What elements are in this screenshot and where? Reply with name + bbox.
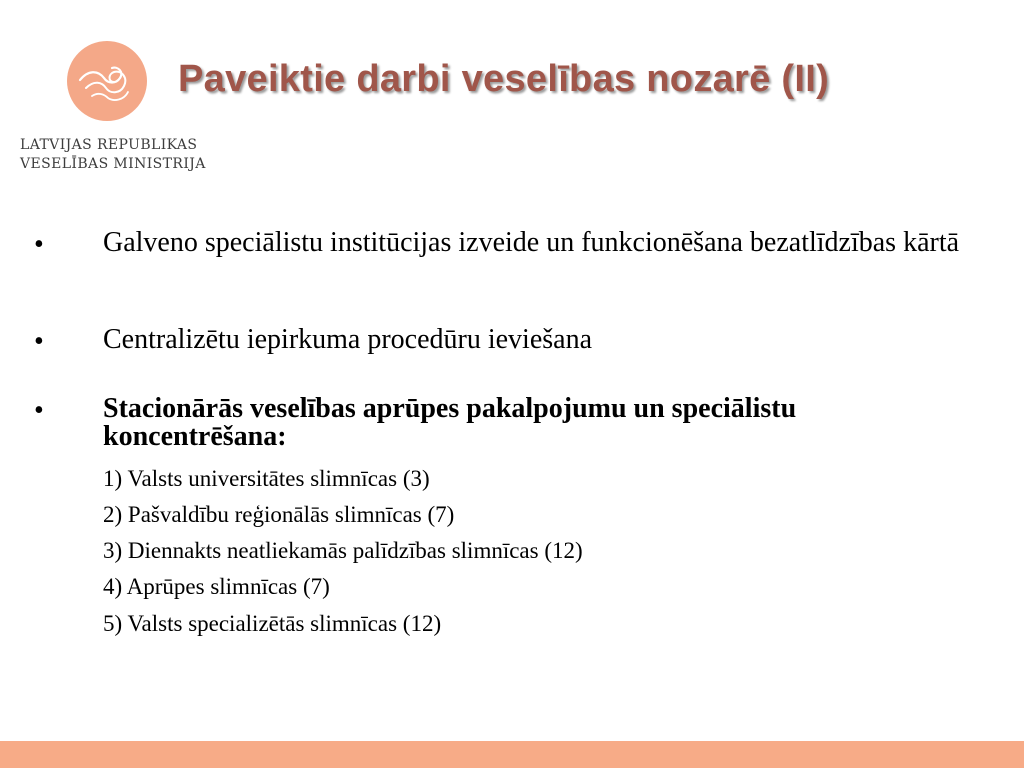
list-item: 3) Diennakts neatliekamās palīdzības slimnīcas (12)	[103, 538, 583, 563]
bullet-item-specialists-institution: Galveno speciālistu institūcijas izveide un funkcionēšana bezatlīdzības kārtā	[103, 227, 960, 258]
ministry-spiral-emblem-icon	[66, 40, 148, 122]
slide-title: Paveiktie darbi veselības nozarē (II)	[178, 58, 830, 100]
bullet-marker: •	[34, 326, 44, 357]
list-item: 2) Pašvaldību reģionālās slimnīcas (7)	[103, 502, 455, 527]
bullet-marker: •	[34, 229, 44, 260]
ministry-name-line1: LATVIJAS REPUBLIKAS	[20, 137, 198, 153]
list-item: 4) Aprūpes slimnīcas (7)	[103, 574, 330, 599]
list-item: 5) Valsts specializētās slimnīcas (12)	[103, 611, 442, 636]
ministry-name	[20, 136, 206, 174]
bullet-item-centralized-procurement: Centralizētu iepirkuma procedūru ieviešana	[103, 324, 593, 355]
bullet-marker: •	[34, 395, 44, 426]
bullet-item-inpatient-concentration: Stacionārās veselības aprūpes pakalpojumu un speciālistu koncentrēšana:	[103, 393, 797, 452]
list-item: 1) Valsts universitātes slimnīcas (3)	[103, 466, 430, 491]
footer-bar	[0, 741, 1024, 768]
ministry-name-line2: VESELĪBAS MINISTRIJA	[20, 156, 206, 172]
